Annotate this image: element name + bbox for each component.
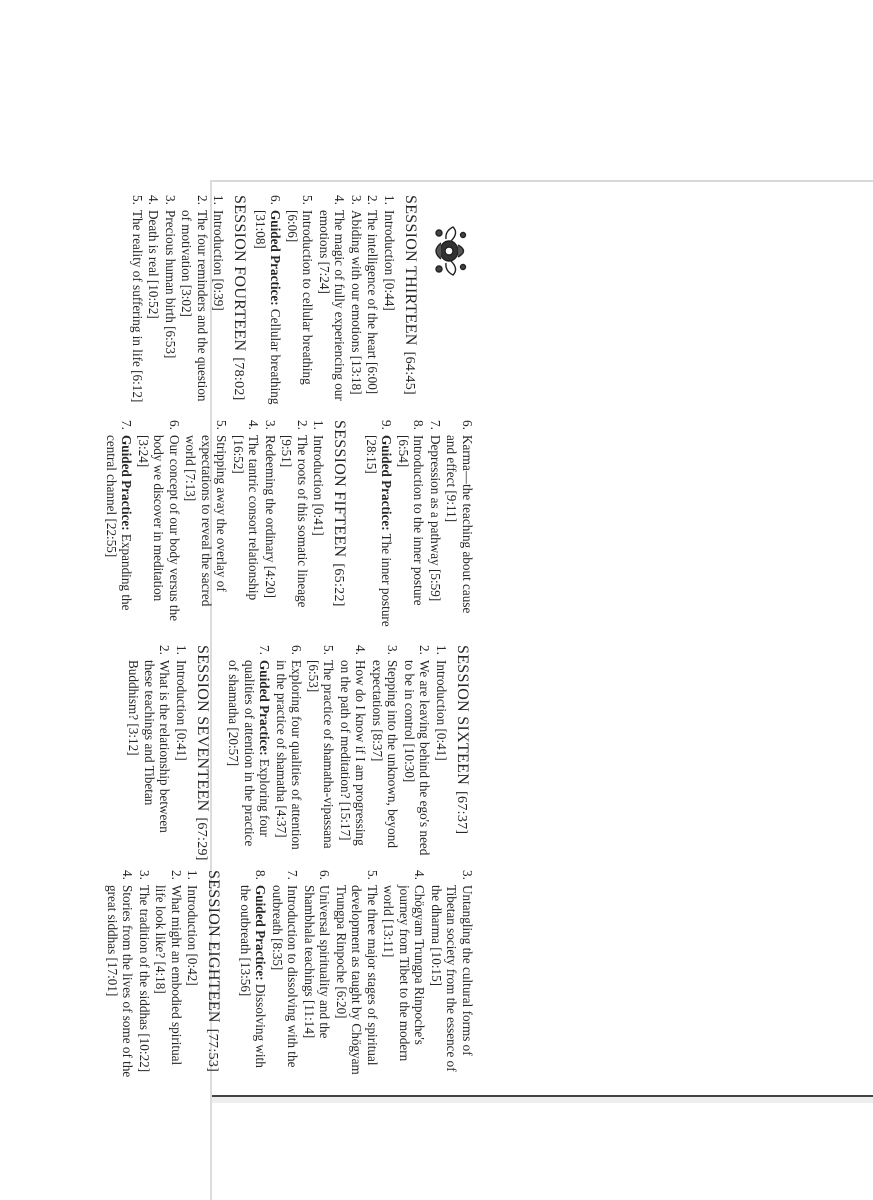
item-number: 3. bbox=[460, 870, 475, 880]
item-number: 4. bbox=[353, 645, 369, 655]
session-duration: [67:29] bbox=[194, 817, 209, 861]
item-text: Our concept of our body versus the body we discover in meditation [3:24] bbox=[136, 435, 182, 622]
list-item bbox=[183, 420, 230, 632]
session-eighteen bbox=[105, 870, 223, 1082]
item-number: 6. bbox=[167, 420, 182, 430]
session-duration: [77:53] bbox=[205, 1028, 221, 1073]
item-number: 2. bbox=[169, 870, 184, 880]
session-title bbox=[231, 195, 249, 407]
list-item bbox=[444, 420, 475, 632]
session-fifteen bbox=[104, 420, 349, 632]
item-text: The reality of suffering in life [6:12] bbox=[130, 210, 145, 403]
item-text: The roots of this somatic lineage [9:51] bbox=[279, 435, 310, 608]
item-number: 7. bbox=[257, 645, 273, 655]
list-item bbox=[185, 870, 201, 1082]
item-number: 2. bbox=[417, 645, 433, 655]
item-text: We are leaving behind the ego's need to be in control [10:30] bbox=[402, 660, 433, 856]
item-number: 4. bbox=[120, 870, 136, 880]
item-number: 4. bbox=[332, 195, 348, 205]
item-text: Introduction to dissolving with the outbreath [8:35] bbox=[270, 885, 301, 1068]
item-text: Introduction to the inner posture [6:54] bbox=[396, 435, 427, 606]
guided-practice-label: Guided Practice: bbox=[257, 660, 273, 756]
item-number: 3. bbox=[163, 195, 178, 205]
guided-practice-label: Guided Practice: bbox=[119, 435, 135, 531]
item-text: The four reminders and the question of motivation [3:02] bbox=[179, 210, 210, 402]
item-text: Depression as a pathway [5:59] bbox=[428, 435, 443, 602]
session-item-list bbox=[105, 870, 201, 1082]
session-duration: [67:37] bbox=[454, 791, 469, 835]
item-text: Introduction [0:44] bbox=[382, 210, 397, 311]
item-text: Abiding with our emotions [13:18] bbox=[349, 210, 364, 395]
list-item bbox=[231, 420, 262, 632]
list-item bbox=[434, 645, 450, 857]
item-text: Introduction to cellular breathing [6:06] bbox=[285, 210, 316, 385]
item-text: Cellular breathing [31:08] bbox=[253, 210, 284, 405]
session-item-list bbox=[104, 420, 327, 632]
item-number: 1. bbox=[174, 645, 189, 655]
list-item bbox=[317, 195, 348, 407]
item-text: What might an embodied spiritual life look like? [4:18] bbox=[153, 885, 184, 1066]
item-number: 7. bbox=[285, 870, 301, 880]
session-sixteen bbox=[226, 645, 471, 857]
item-text: Precious human birth [6:53] bbox=[163, 210, 178, 359]
item-text: The inner posture [28:15] bbox=[364, 435, 395, 627]
item-number: 6. bbox=[317, 870, 333, 880]
session-seventeen bbox=[126, 645, 211, 861]
list-item bbox=[238, 870, 269, 1082]
continued-item-list bbox=[238, 870, 476, 1082]
item-number: 3. bbox=[349, 195, 364, 205]
item-number: 2. bbox=[195, 195, 210, 205]
session-title bbox=[331, 420, 349, 632]
list-item bbox=[163, 195, 179, 407]
session-title-text: SESSION EIGHTEEN bbox=[205, 870, 223, 1023]
item-number: 5. bbox=[321, 645, 337, 655]
list-item bbox=[382, 195, 398, 407]
item-text: Stripping away the overlay of expectations to reveal the sacred world [7:13] bbox=[183, 435, 230, 607]
list-item bbox=[126, 645, 173, 857]
session-title-text: SESSION FIFTEEN bbox=[331, 420, 349, 558]
item-number: 2. bbox=[365, 195, 381, 205]
item-number: 9. bbox=[379, 420, 395, 430]
item-number: 1. bbox=[382, 195, 397, 205]
item-number: 7. bbox=[428, 420, 443, 430]
rotated-contents-card bbox=[15, 195, 475, 1085]
page-edge-top bbox=[210, 180, 873, 182]
item-number: 6. bbox=[460, 420, 475, 430]
item-text: The intelligence of the heart [6:00] bbox=[365, 210, 381, 395]
item-number: 6. bbox=[289, 645, 305, 655]
list-item bbox=[263, 420, 279, 632]
session-title-text: SESSION THIRTEEN bbox=[402, 195, 419, 346]
column-4 bbox=[104, 870, 476, 1082]
item-text: What is the relationship between these teachings and Tibetan Buddhism? [3:12] bbox=[126, 660, 173, 833]
list-item bbox=[302, 870, 333, 1082]
session-title-text: SESSION SEVENTEEN bbox=[194, 645, 211, 812]
session-title bbox=[453, 645, 471, 857]
item-text: Introduction [0:39] bbox=[211, 210, 227, 311]
list-item bbox=[365, 195, 381, 407]
item-text: The tradition of the siddhas [10:22] bbox=[137, 885, 152, 1073]
session-item-list bbox=[126, 645, 189, 857]
item-text: Introduction [0:41] bbox=[174, 660, 189, 761]
list-item bbox=[146, 195, 162, 407]
item-text: Untangling the cultural forms of Tibetan society from the essence of the dharma [10:15] bbox=[429, 885, 475, 1072]
list-item bbox=[105, 870, 136, 1082]
list-item bbox=[253, 195, 284, 407]
list-item bbox=[130, 195, 146, 407]
item-number: 7. bbox=[119, 420, 135, 430]
list-item bbox=[381, 870, 428, 1082]
item-text: Expanding the central channel [22:55] bbox=[104, 435, 135, 611]
item-text: The three major stages of spiritual development as taught by Chögyam Trungpa Rinpoche [6:20] bbox=[334, 885, 380, 1075]
item-text: Death is real [10:52] bbox=[146, 210, 162, 319]
column-3 bbox=[125, 645, 475, 861]
item-number: 4. bbox=[146, 195, 162, 205]
list-item bbox=[279, 420, 310, 632]
item-text: Exploring four qualities of attention in the practice of shamatha [4:37] bbox=[274, 660, 305, 850]
item-number: 5. bbox=[130, 195, 145, 205]
column-2 bbox=[103, 420, 476, 632]
item-number: 4. bbox=[246, 420, 262, 430]
session-duration: [78:02] bbox=[231, 357, 247, 401]
guided-practice-label: Guided Practice: bbox=[379, 435, 395, 531]
session-fourteen bbox=[130, 195, 249, 407]
list-item bbox=[370, 645, 401, 857]
list-item bbox=[311, 420, 327, 632]
item-number: 1. bbox=[311, 420, 327, 430]
list-item bbox=[136, 420, 183, 632]
session-thirteen bbox=[253, 195, 420, 407]
session-title-text: SESSION FOURTEEN bbox=[231, 195, 249, 352]
item-number: 1. bbox=[211, 195, 227, 205]
list-item bbox=[226, 645, 273, 857]
list-item bbox=[174, 645, 190, 857]
list-item bbox=[428, 420, 444, 632]
list-item bbox=[270, 870, 301, 1082]
item-number: 3. bbox=[385, 645, 401, 655]
list-item bbox=[153, 870, 184, 1082]
tibetan-emblem-icon bbox=[429, 225, 473, 277]
session-item-list bbox=[253, 195, 398, 407]
continued-item-list bbox=[364, 420, 476, 632]
item-number: 1. bbox=[434, 645, 449, 655]
item-text: Chögyam Trungpa Rinpoche's journey from Tibet to the modern world [13:11] bbox=[381, 885, 428, 1062]
guided-practice-label: Guided Practice: bbox=[253, 885, 269, 981]
list-item bbox=[179, 195, 210, 407]
session-item-list bbox=[130, 195, 227, 407]
item-text: How do I know if I am progressing on the path of meditation? [15:17] bbox=[338, 660, 369, 846]
list-item bbox=[211, 195, 227, 407]
item-text: Universal spirituality and the Shambhala teachings [11:14] bbox=[302, 885, 333, 1039]
list-item bbox=[429, 870, 476, 1082]
item-number: 2. bbox=[157, 645, 173, 655]
page-edge-shadow bbox=[212, 1097, 873, 1103]
item-number: 2. bbox=[295, 420, 310, 430]
item-number: 8. bbox=[411, 420, 427, 430]
session-title bbox=[205, 870, 223, 1082]
session-duration: [64:45] bbox=[402, 351, 417, 395]
item-text: Karma—the teaching about cause and effect [9:11] bbox=[444, 435, 475, 614]
session-duration: [65:22] bbox=[331, 563, 347, 607]
item-text: Stepping into the unknown, beyond expectations [8:37] bbox=[370, 660, 401, 848]
list-item bbox=[306, 645, 337, 857]
item-text: Introduction [0:41] bbox=[434, 660, 449, 761]
item-number: 6. bbox=[268, 195, 284, 205]
column-1 bbox=[129, 195, 476, 407]
item-text: Exploring four qualities of attention in the practice of shamatha [20:57] bbox=[226, 660, 273, 847]
list-item bbox=[396, 420, 427, 632]
list-item bbox=[104, 420, 135, 632]
session-item-list bbox=[226, 645, 449, 857]
item-number: 5. bbox=[365, 870, 380, 880]
item-text: Dissolving with the outbreath [13:56] bbox=[238, 885, 269, 1068]
list-item bbox=[402, 645, 433, 857]
item-text: Redeeming the ordinary [4:20] bbox=[263, 435, 278, 598]
item-text: Introduction [0:42] bbox=[185, 885, 201, 986]
item-text: Introduction [0:41] bbox=[311, 435, 327, 536]
list-item bbox=[334, 870, 381, 1082]
item-number: 3. bbox=[263, 420, 278, 430]
item-text: The magic of fully experiencing our emotions [7:24] bbox=[317, 210, 348, 401]
list-item bbox=[338, 645, 369, 857]
session-title bbox=[401, 195, 419, 407]
item-text: The practice of shamatha-vipassana [6:53] bbox=[306, 660, 337, 849]
list-item bbox=[137, 870, 153, 1082]
session-title-text: SESSION SIXTEEN bbox=[454, 645, 471, 786]
list-item bbox=[285, 195, 316, 407]
list-item bbox=[274, 645, 305, 857]
item-number: 5. bbox=[214, 420, 230, 430]
item-number: 4. bbox=[412, 870, 428, 880]
item-text: Stories from the lives of some of the great siddhas [17:01] bbox=[105, 885, 136, 1078]
list-item bbox=[349, 195, 365, 407]
session-title bbox=[193, 645, 211, 861]
item-number: 5. bbox=[300, 195, 316, 205]
item-text: The tantric consort relationship [16:52] bbox=[231, 435, 262, 601]
item-number: 1. bbox=[185, 870, 201, 880]
list-item bbox=[364, 420, 395, 632]
item-number: 8. bbox=[253, 870, 269, 880]
guided-practice-label: Guided Practice: bbox=[268, 210, 284, 306]
item-number: 3. bbox=[137, 870, 152, 880]
